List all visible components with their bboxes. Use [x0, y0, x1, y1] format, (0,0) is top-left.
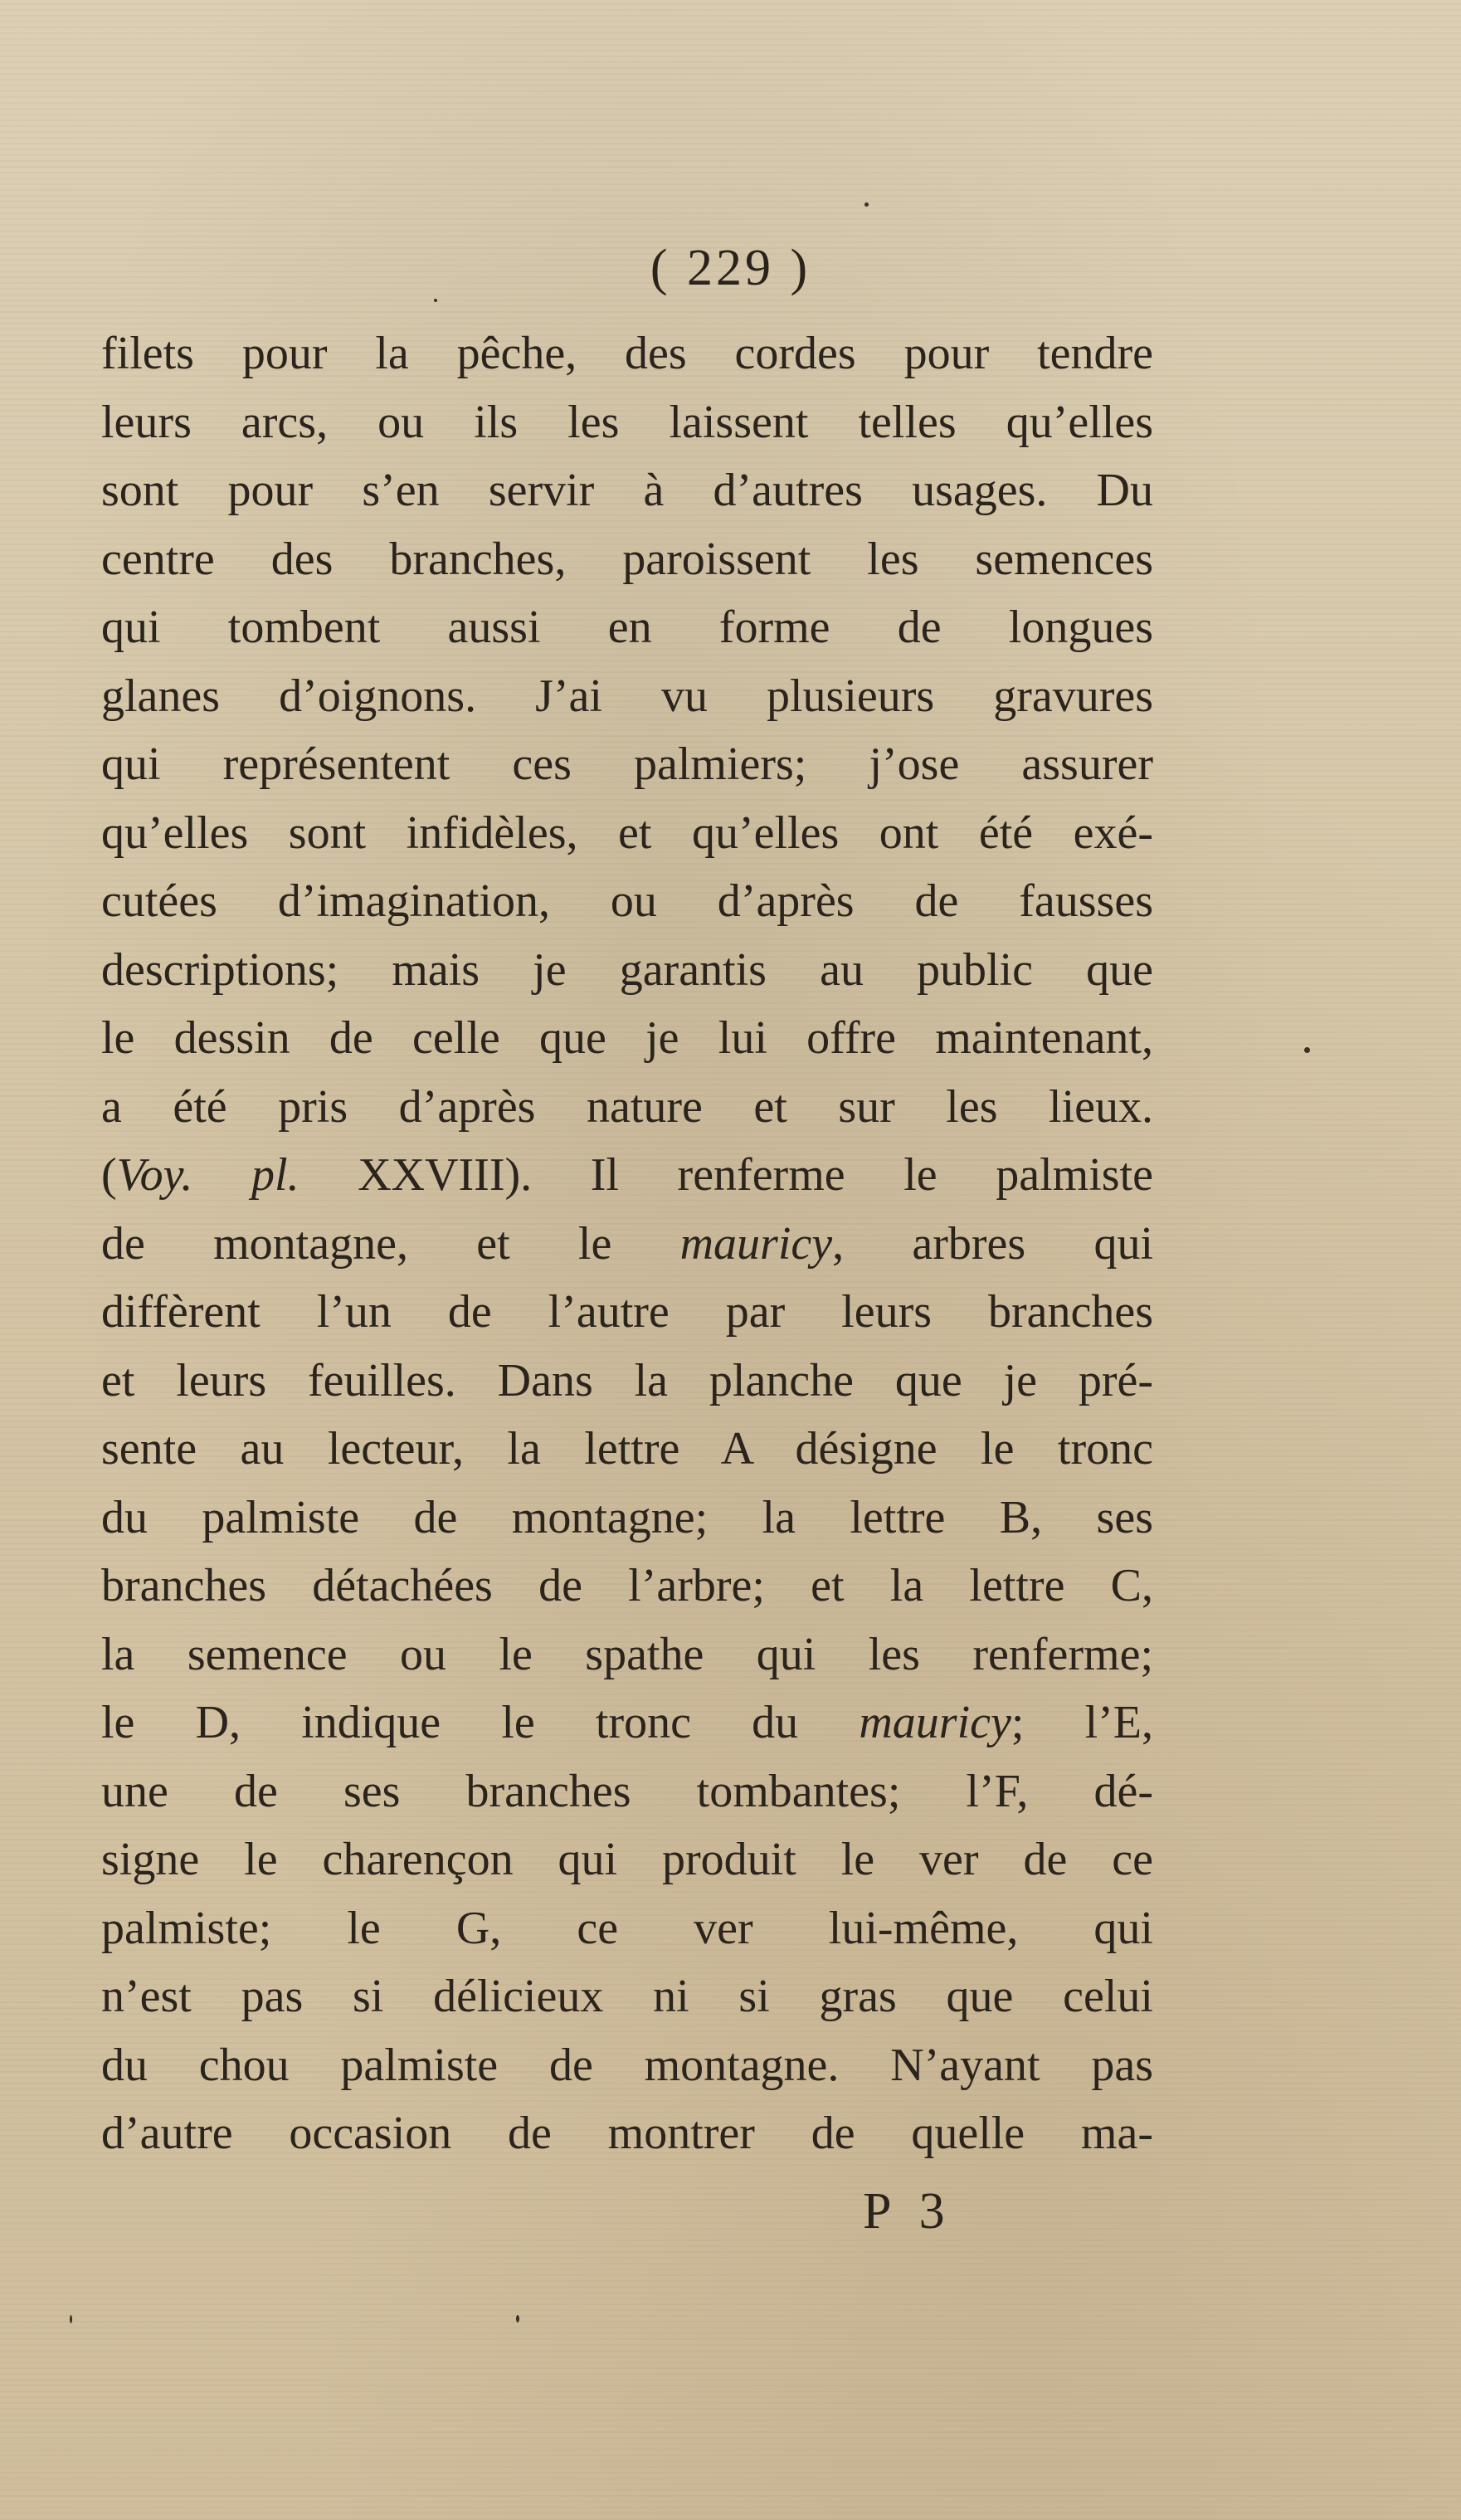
text-run: qui tombent aussi en forme de longues	[101, 602, 1153, 653]
text-line	[101, 936, 1153, 1005]
text-line	[101, 525, 1153, 594]
text-run: qui représentent ces palmiers; j’ose assurer	[101, 738, 1153, 790]
text-run: , arbres qui	[832, 1217, 1154, 1270]
ink-speck	[864, 202, 869, 207]
text-run: la semence ou le spathe qui les renferme;	[101, 1628, 1153, 1680]
text-line	[101, 388, 1153, 457]
text-line	[101, 1484, 1153, 1552]
text-line	[101, 1278, 1153, 1347]
text-run: le dessin de celle que je lui offre maintenant,	[101, 1012, 1153, 1064]
italic-text: mauricy	[679, 1217, 833, 1270]
text-run: (	[101, 1149, 117, 1201]
text-line	[101, 1825, 1153, 1894]
ink-speck	[516, 2315, 519, 2323]
text-line	[101, 867, 1153, 936]
text-run: a été pris d’après nature et sur les lieux.	[101, 1080, 1153, 1133]
text-line	[101, 593, 1153, 662]
text-run: leurs arcs, ou ils les laissent telles qu’elles	[101, 396, 1153, 448]
text-line	[101, 2099, 1153, 2168]
text-line	[101, 1757, 1153, 1826]
text-line	[101, 1073, 1153, 1142]
text-line	[101, 319, 1153, 388]
text-line	[101, 1347, 1153, 1416]
signature-mark: P 3	[863, 2183, 953, 2240]
text-run: le D, indique le tronc du	[101, 1697, 860, 1748]
text-run: une de ses branches tombantes; l’F, dé-	[101, 1765, 1153, 1817]
text-line	[101, 730, 1153, 799]
ink-speck	[70, 2315, 72, 2323]
page-number: ( 229 )	[650, 240, 811, 296]
text-run: du chou palmiste de montagne. N’ayant pas	[101, 2039, 1153, 2091]
text-run: et leurs feuilles. Dans la planche que je pré-	[101, 1354, 1153, 1406]
italic-text: mauricy	[859, 1697, 1011, 1748]
text-run: centre des branches, paroissent les semences	[101, 533, 1153, 585]
text-run: qu’elles sont infidèles, et qu’elles ont été exé-	[101, 807, 1153, 859]
text-line	[101, 1894, 1153, 1963]
text-line	[101, 1415, 1153, 1484]
text-run: glanes d’oignons. J’ai vu plusieurs gravures	[101, 670, 1153, 722]
ink-speck	[1304, 1047, 1310, 1053]
text-run: diffèrent l’un de l’autre par leurs branches	[101, 1286, 1153, 1338]
ink-speck	[434, 299, 437, 302]
text-run: sente au lecteur, la lettre A désigne le tronc	[101, 1423, 1153, 1474]
text-line	[101, 1210, 1153, 1279]
text-run: de montagne, et le	[101, 1217, 680, 1270]
text-line	[101, 1962, 1153, 2031]
text-run: ; l’E,	[1011, 1697, 1153, 1748]
text-run: branches détachées de l’arbre; et la lettre C,	[101, 1560, 1153, 1611]
text-line	[101, 799, 1153, 868]
text-line	[101, 1004, 1153, 1073]
body-text	[101, 319, 1153, 2168]
text-line	[101, 456, 1153, 525]
text-run: n’est pas si délicieux ni si gras que celui	[101, 1971, 1153, 2022]
text-line	[101, 1689, 1153, 1757]
text-run: cutées d’imagination, ou d’après de fausses	[101, 875, 1153, 927]
text-run: palmiste; le G, ce ver lui-même, qui	[101, 1902, 1153, 1954]
italic-text: Voy. pl.	[116, 1149, 300, 1201]
text-run: descriptions; mais je garantis au public que	[101, 943, 1153, 996]
text-line	[101, 1141, 1153, 1210]
text-line	[101, 662, 1153, 731]
text-run: d’autre occasion de montrer de quelle ma-	[101, 2108, 1153, 2159]
text-run: sont pour s’en servir à d’autres usages. Du	[101, 465, 1153, 516]
text-line	[101, 1552, 1153, 1621]
text-line	[101, 1621, 1153, 1689]
text-run: filets pour la pêche, des cordes pour tendre	[101, 328, 1153, 379]
text-line	[101, 2031, 1153, 2100]
text-run: XXVIII). Il renferme le palmiste	[299, 1149, 1153, 1201]
text-run: signe le charençon qui produit le ver de ce	[101, 1834, 1153, 1885]
text-run: du palmiste de montagne; la lettre B, ses	[101, 1491, 1153, 1543]
